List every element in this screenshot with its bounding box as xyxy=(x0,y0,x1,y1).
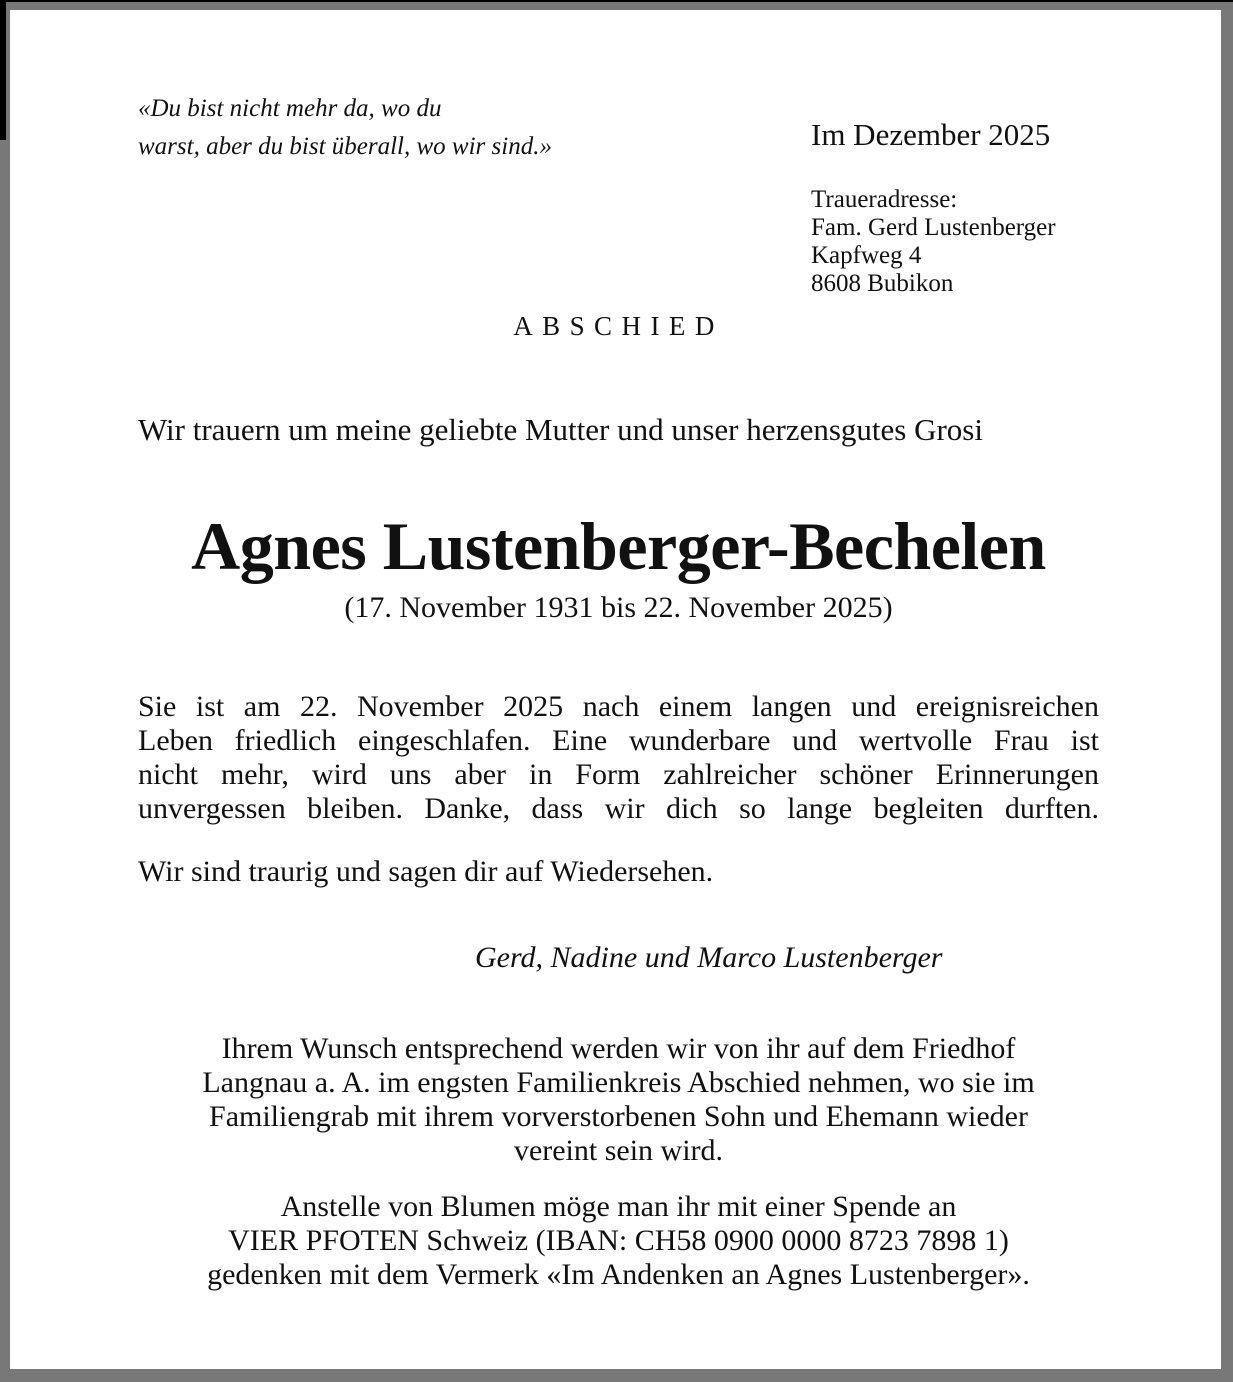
section-title: ABSCHIED xyxy=(513,311,724,341)
text-line: Anstelle von Blumen möge man ihr mit einer Spende an xyxy=(280,1190,957,1223)
issue-date: Im Dezember 2025 xyxy=(811,117,1051,152)
window-top-edge xyxy=(0,0,1233,2)
text-line: «Du bist nicht mehr da, wo du xyxy=(138,95,442,122)
family-signature: Gerd, Nadine und Marco Lustenberger xyxy=(475,941,943,974)
text-line: 8608 Bubikon xyxy=(811,270,954,297)
header-right-column xyxy=(811,90,1099,298)
obituary-card xyxy=(10,10,1221,1369)
memorial-quote xyxy=(138,90,552,166)
mourning-address xyxy=(811,186,1099,298)
deceased-name: Agnes Lustenberger-Bechelen xyxy=(191,508,1046,584)
life-dates: (17. November 1931 bis 22. November 2025) xyxy=(344,591,893,624)
text-line: Ihrem Wunsch entsprechend werden wir von ihr auf dem Friedhof xyxy=(221,1032,1016,1065)
text-line: Langnau a. A. im engsten Familienkreis Abschied nehmen, wo sie im xyxy=(202,1066,1035,1099)
text-line: Kapfweg 4 xyxy=(811,242,922,269)
text-line: nicht mehr, wird uns aber in Form zahlreicher schöner Erinnerungen xyxy=(138,758,1099,791)
text-line: unvergessen bleiben. Danke, dass wir dich so lange begleiten durften. xyxy=(138,792,1099,825)
obituary-paragraph xyxy=(138,690,1099,826)
text-line: warst, aber du bist überall, wo wir sind.» xyxy=(138,133,552,160)
text-line: gedenken mit dem Vermerk «Im Andenken an Agnes Lustenberger». xyxy=(207,1258,1030,1291)
window-left-edge xyxy=(0,0,6,140)
donation-paragraph xyxy=(138,1190,1099,1292)
header-row xyxy=(138,90,1099,298)
text-line: vereint sein wird. xyxy=(513,1134,724,1167)
text-line: Fam. Gerd Lustenberger xyxy=(811,214,1056,241)
text-line: Sie ist am 22. November 2025 nach einem langen und ereignisreichen xyxy=(138,690,1099,723)
obituary-content xyxy=(10,10,1221,1292)
intro-line: Wir trauern um meine geliebte Mutter und unser herzensgutes Grosi xyxy=(138,412,983,447)
text-line: Traueradresse: xyxy=(811,186,958,213)
text-line: Leben friedlich eingeschlafen. Eine wunderbare und wertvolle Frau ist xyxy=(138,724,1099,757)
farewell-line: Wir sind traurig und sagen dir auf Wiedersehen. xyxy=(138,855,714,888)
text-line: VIER PFOTEN Schweiz (IBAN: CH58 0900 0000 8723 7898 1) xyxy=(228,1224,1009,1257)
text-line: Familiengrab mit ihrem vorverstorbenen Sohn und Ehemann wieder xyxy=(209,1100,1028,1133)
funeral-paragraph xyxy=(138,1032,1099,1168)
